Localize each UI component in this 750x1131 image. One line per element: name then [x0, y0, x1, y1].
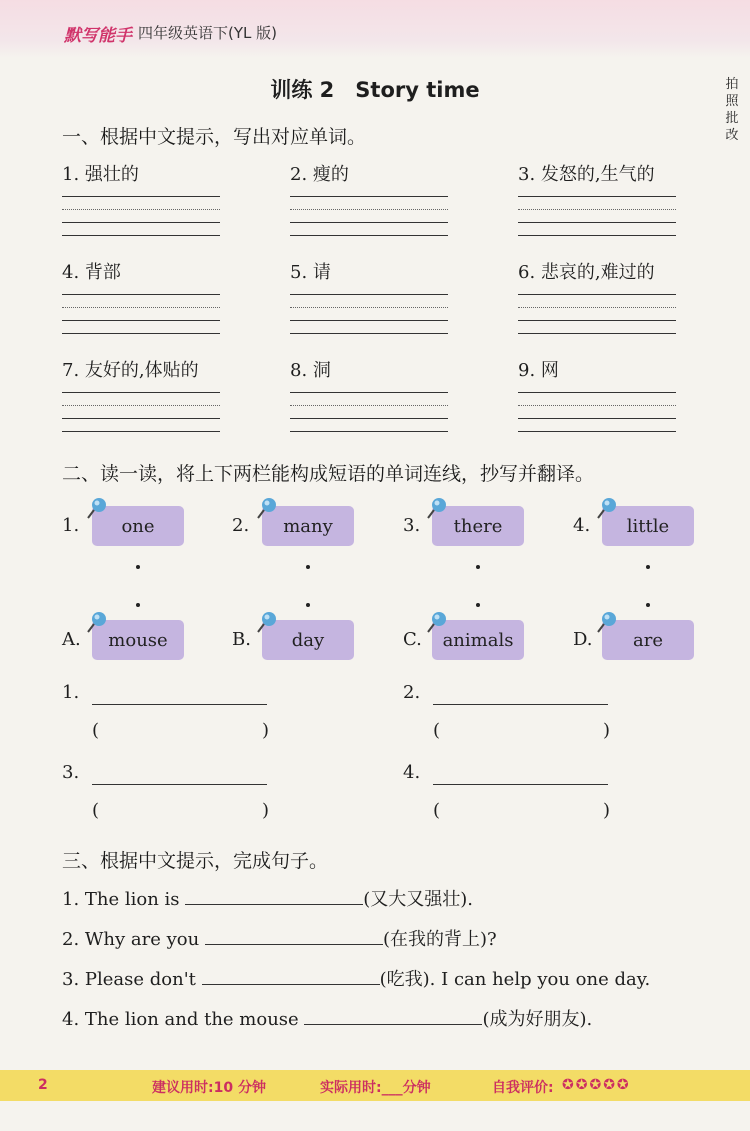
- writing-line[interactable]: [62, 209, 220, 210]
- actual-time: 实际用时:___分钟: [320, 1080, 431, 1096]
- connection-dot[interactable]: [646, 603, 650, 607]
- translation-paren-close: ): [262, 720, 270, 741]
- writing-lines[interactable]: [518, 196, 718, 236]
- word-prompt: 6. 悲哀的,难过的: [518, 262, 655, 283]
- bottom-word-card[interactable]: [92, 620, 184, 660]
- writing-lines[interactable]: [518, 392, 718, 432]
- writing-lines[interactable]: [518, 294, 718, 334]
- self-eval-label: 自我评价:: [492, 1080, 554, 1096]
- writing-line[interactable]: [518, 307, 676, 308]
- writing-line[interactable]: [290, 196, 448, 197]
- sentence-row: [62, 885, 473, 911]
- sentence-row: [62, 965, 650, 991]
- top-word-card[interactable]: [602, 506, 694, 546]
- writing-lines[interactable]: [290, 196, 490, 236]
- writing-line[interactable]: [62, 222, 220, 223]
- writing-line[interactable]: [518, 209, 676, 210]
- card-word: animals: [442, 629, 514, 651]
- pushpin-icon: [254, 610, 280, 641]
- bottom-number: C.: [403, 629, 422, 650]
- writing-line[interactable]: [518, 235, 676, 236]
- writing-line[interactable]: [518, 222, 676, 223]
- writing-line[interactable]: [62, 418, 220, 419]
- sentence-row: [62, 925, 497, 951]
- writing-lines[interactable]: [290, 294, 490, 334]
- card-word: mouse: [108, 629, 168, 651]
- writing-line[interactable]: [290, 392, 448, 393]
- bottom-number: B.: [232, 629, 251, 650]
- translation-paren-close: ): [262, 800, 270, 821]
- writing-line[interactable]: [62, 235, 220, 236]
- section2-heading: 二、读一读，将上下两栏能构成短语的单词连线，抄写并翻译。: [62, 463, 595, 485]
- sentence-start: 3. Please don't: [62, 969, 196, 990]
- top-word-card[interactable]: [92, 506, 184, 546]
- sentence-start: 4. The lion and the mouse: [62, 1009, 299, 1030]
- writing-line[interactable]: [290, 333, 448, 334]
- top-number: 2.: [232, 515, 250, 536]
- pushpin-icon: [594, 496, 620, 527]
- connection-dot[interactable]: [136, 565, 140, 569]
- writing-line[interactable]: [290, 405, 448, 406]
- section3-heading: 三、根据中文提示，完成句子。: [62, 850, 329, 872]
- writing-line[interactable]: [290, 235, 448, 236]
- translation-paren-open: (: [433, 720, 441, 741]
- section1-heading: 一、根据中文提示，写出对应单词。: [62, 126, 367, 148]
- translation-paren-close: ): [603, 720, 611, 741]
- pushpin-icon: [84, 496, 110, 527]
- writing-line[interactable]: [518, 294, 676, 295]
- translation-paren-open: (: [433, 800, 441, 821]
- suggested-time: 建议用时:10 分钟: [152, 1080, 266, 1096]
- pushpin-icon: [84, 610, 110, 641]
- sentence-hint: (在我的背上)?: [382, 929, 497, 950]
- connection-dot[interactable]: [136, 603, 140, 607]
- word-item: [518, 258, 718, 346]
- photo-grade-label[interactable]: 拍照批改: [725, 77, 739, 143]
- answer-number: 4.: [403, 762, 421, 783]
- connection-dot[interactable]: [646, 565, 650, 569]
- writing-line[interactable]: [290, 209, 448, 210]
- word-item: [518, 160, 718, 248]
- connection-dot[interactable]: [306, 603, 310, 607]
- translation-paren-open: (: [92, 800, 100, 821]
- writing-line[interactable]: [518, 333, 676, 334]
- pushpin-icon: [594, 610, 620, 641]
- sentence-start: 1. The lion is: [62, 889, 180, 910]
- writing-line[interactable]: [518, 405, 676, 406]
- top-word-card[interactable]: [432, 506, 524, 546]
- writing-lines[interactable]: [290, 392, 490, 432]
- bottom-number: D.: [573, 629, 593, 650]
- bottom-word-card[interactable]: [602, 620, 694, 660]
- answer-line[interactable]: [92, 784, 267, 785]
- writing-line[interactable]: [62, 431, 220, 432]
- answer-line[interactable]: [92, 704, 267, 705]
- card-word: one: [121, 515, 155, 537]
- word-prompt: 8. 洞: [290, 360, 331, 381]
- word-item: [62, 356, 262, 444]
- writing-line[interactable]: [62, 307, 220, 308]
- card-word: are: [633, 629, 663, 651]
- answer-blank[interactable]: [304, 1008, 482, 1025]
- rating-stars[interactable]: ✪✪✪✪✪: [562, 1077, 631, 1093]
- connection-dot[interactable]: [476, 603, 480, 607]
- answer-number: 2.: [403, 682, 421, 703]
- writing-line[interactable]: [290, 222, 448, 223]
- writing-line[interactable]: [62, 405, 220, 406]
- card-word: many: [283, 515, 333, 537]
- writing-line[interactable]: [62, 320, 220, 321]
- connection-dot[interactable]: [306, 565, 310, 569]
- writing-line[interactable]: [290, 294, 448, 295]
- writing-line[interactable]: [62, 294, 220, 295]
- word-item: [62, 258, 262, 346]
- book-logo: 默写能手: [64, 26, 132, 46]
- word-prompt: 9. 网: [518, 360, 559, 381]
- word-item: [290, 160, 490, 248]
- word-prompt: 2. 瘦的: [290, 164, 349, 185]
- writing-line[interactable]: [290, 431, 448, 432]
- word-item: [62, 160, 262, 248]
- answer-blank[interactable]: [202, 968, 380, 985]
- sentence-hint: (吃我). I can help you one day.: [379, 969, 651, 990]
- answer-number: 1.: [62, 682, 80, 703]
- writing-line[interactable]: [518, 431, 676, 432]
- connection-dot[interactable]: [476, 565, 480, 569]
- writing-line[interactable]: [62, 333, 220, 334]
- writing-line[interactable]: [518, 392, 676, 393]
- sentence-hint: (成为好朋友).: [482, 1009, 593, 1030]
- writing-line[interactable]: [518, 196, 676, 197]
- page-number: 2: [38, 1077, 48, 1093]
- pushpin-icon: [254, 496, 280, 527]
- card-word: little: [626, 515, 670, 537]
- bottom-number: A.: [62, 629, 81, 650]
- writing-line[interactable]: [62, 392, 220, 393]
- answer-line[interactable]: [433, 704, 608, 705]
- word-prompt: 1. 强壮的: [62, 164, 139, 185]
- book-title: 四年级英语下(YL 版): [138, 24, 277, 42]
- sentence-row: [62, 1005, 592, 1031]
- word-prompt: 7. 友好的,体贴的: [62, 360, 199, 381]
- lesson-title: 训练 2 Story time: [270, 78, 480, 102]
- writing-line[interactable]: [518, 320, 676, 321]
- writing-lines[interactable]: [62, 294, 262, 334]
- card-word: day: [291, 629, 325, 651]
- word-item: [290, 356, 490, 444]
- sentence-hint: (又大又强壮).: [363, 889, 474, 910]
- writing-line[interactable]: [62, 196, 220, 197]
- writing-lines[interactable]: [62, 196, 262, 236]
- writing-line[interactable]: [290, 418, 448, 419]
- translation-paren-close: ): [603, 800, 611, 821]
- writing-line[interactable]: [290, 307, 448, 308]
- top-number: 1.: [62, 515, 80, 536]
- top-word-card[interactable]: [262, 506, 354, 546]
- answer-blank[interactable]: [205, 928, 383, 945]
- answer-blank[interactable]: [185, 888, 363, 905]
- top-number: 4.: [573, 515, 591, 536]
- writing-line[interactable]: [518, 418, 676, 419]
- writing-line[interactable]: [290, 320, 448, 321]
- word-prompt: 5. 请: [290, 262, 331, 283]
- pushpin-icon: [424, 610, 450, 641]
- bottom-word-card[interactable]: [262, 620, 354, 660]
- sentence-start: 2. Why are you: [62, 929, 200, 950]
- translation-paren-open: (: [92, 720, 100, 741]
- top-number: 3.: [403, 515, 421, 536]
- answer-line[interactable]: [433, 784, 608, 785]
- word-prompt: 3. 发怒的,生气的: [518, 164, 655, 185]
- footer-bar: [0, 1070, 750, 1101]
- word-item: [290, 258, 490, 346]
- writing-lines[interactable]: [62, 392, 262, 432]
- word-prompt: 4. 背部: [62, 262, 121, 283]
- word-item: [518, 356, 718, 444]
- answer-number: 3.: [62, 762, 80, 783]
- bottom-word-card[interactable]: [432, 620, 524, 660]
- card-word: there: [453, 515, 503, 537]
- pushpin-icon: [424, 496, 450, 527]
